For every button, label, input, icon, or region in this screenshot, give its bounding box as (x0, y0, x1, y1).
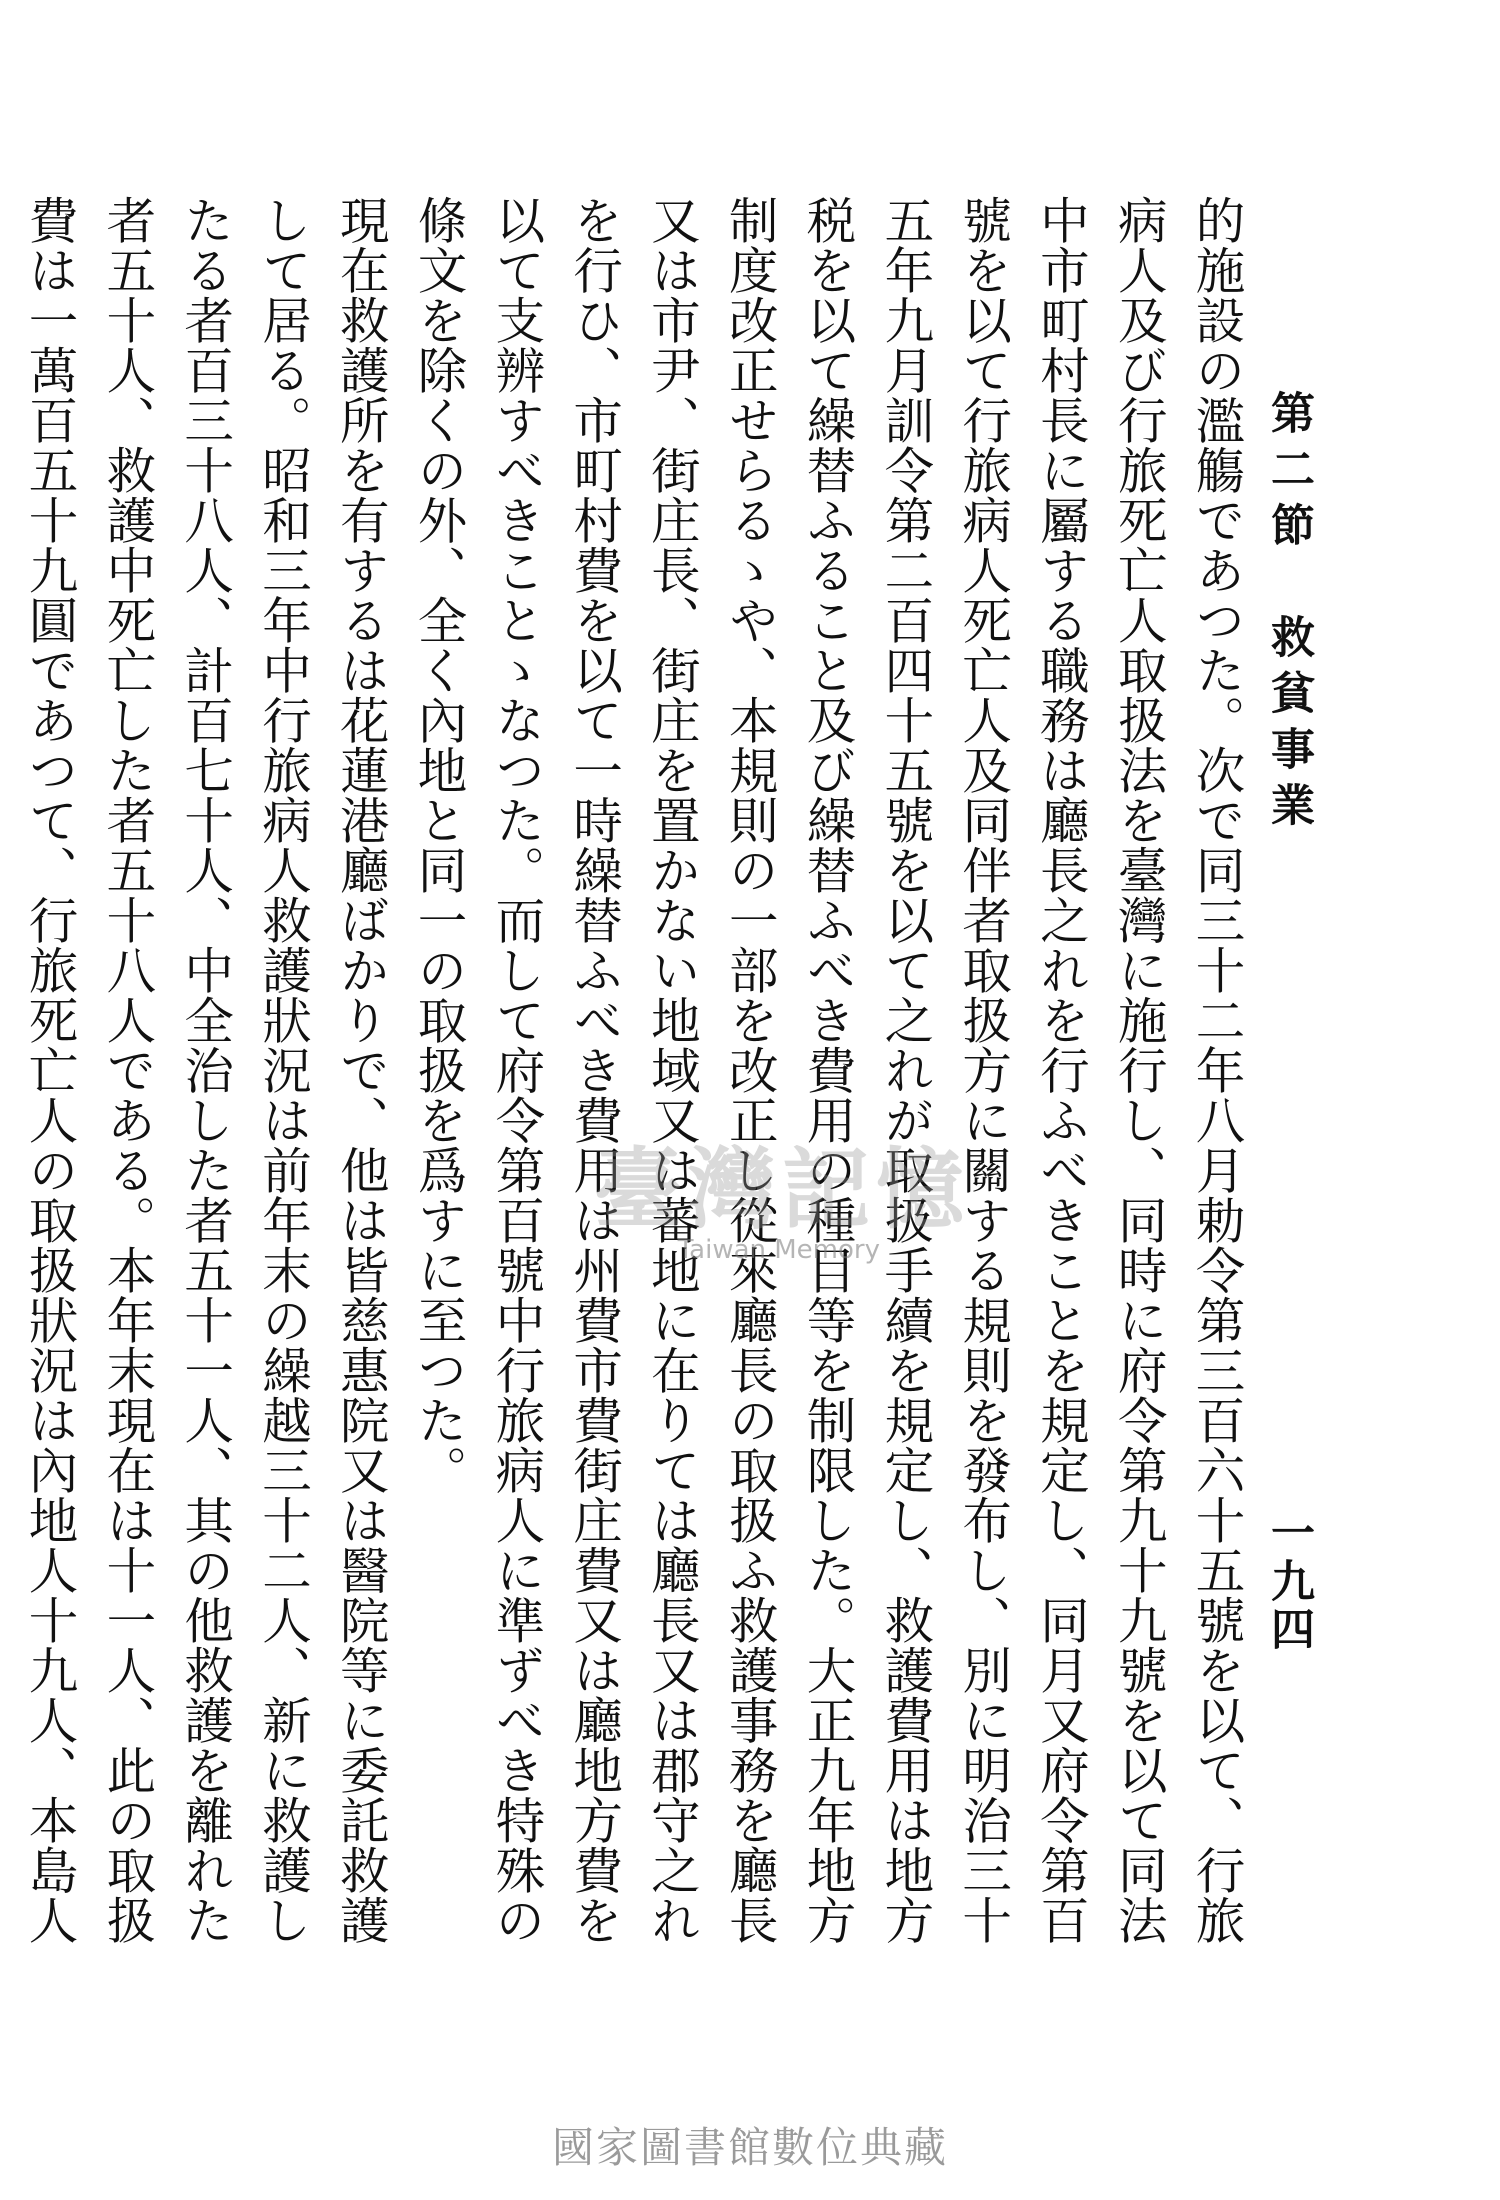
footer-library-name: 國家圖書館數位典藏 (551, 2123, 948, 2172)
watermark: 臺灣記憶 (593, 1137, 970, 1241)
watermark-subtext: Taiwan Memory (677, 1235, 880, 1265)
paragraph-relief-status: 現在救護所を有するは花蓮港廳ばかりで、他は皆慈惠院又は醫院等に委託救護して居る。昭和三年中行旅病人救護狀況は前年末の繰越三十二人、新に救護したる者百三十八人、計百七十人、中全治した者五十一人、其の他救護を離れた者五十人、救護中死亡した者五十八人である。本年末現在は十一人、此の取扱費は一萬百五十九圓であつて、行旅死亡人の取扱狀況は內地人十九人、本島人 (21, 195, 391, 1945)
body-text (21, 195, 1255, 1985)
page-number: 一九四 (1263, 1510, 1314, 1654)
paragraph-relief-law: 的施設の濫觴であつた。次で同三十二年八月勅令第三百六十五號を以て、行旅病人及び行旅死亡人取扱法を臺灣に施行し、同時に府令第九十九號を以て同法中市町村長に屬する職務は廳長之れを行ふべきことを規定し、同月又府令第百號を以て行旅病人死亡人及同伴者取扱方に關する規則を發布し、別に明治三十五年九月訓令第二百四十五號を以て之れが取扱手續を規定し、救護費用は地方税を以て繰替ふること及び繰替ふべき費用の種目等を制限した。大正九年地方制度改正せらるゝや、本規則の一部を改正し從來廳長の取扱ふ救護事務を廳長又は市尹、街庄長、街庄を置かない地域又は蕃地に在りては廳長又は郡守之れを行ひ、市町村費を以て一時繰替ふべき費用は州費市費街庄費又は廳地方費を以て支辨すべきことゝなつた。而して府令第百號中行旅病人に準ずべき特殊の條文を除くの外、全く內地と同一の取扱を爲すに至つた。 (410, 195, 1246, 1945)
running-header-title: 第二節 救貧事業 (1263, 390, 1314, 838)
